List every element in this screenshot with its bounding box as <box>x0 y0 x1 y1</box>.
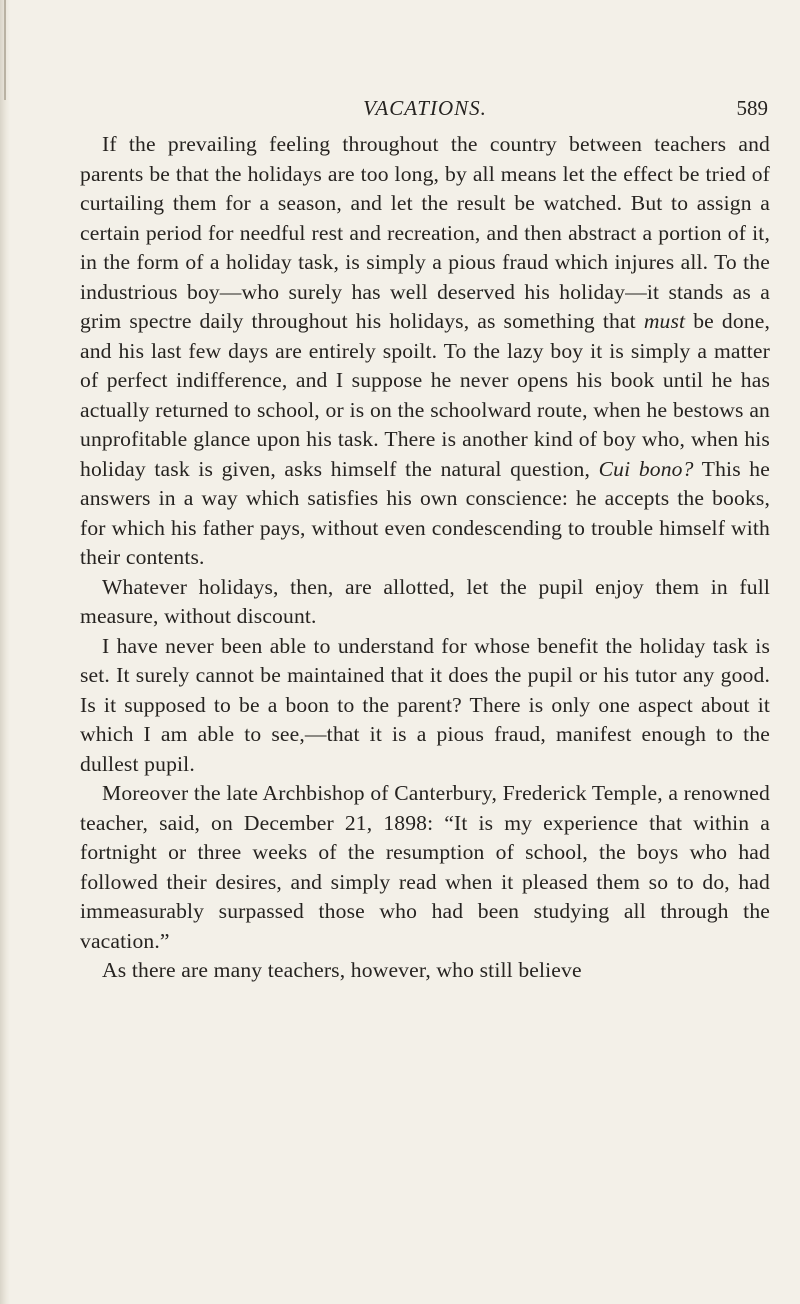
book-page <box>80 96 770 986</box>
emphasis-must: must <box>643 309 686 333</box>
running-head <box>80 96 770 130</box>
paragraph-many-teachers: As there are many teachers, however, who still believe <box>102 958 582 982</box>
binding-shadow-line <box>4 0 6 100</box>
paragraph-holiday-task <box>80 130 770 573</box>
page-number: 589 <box>736 96 768 120</box>
body-text <box>80 130 770 986</box>
page-binding-edge <box>0 0 10 1304</box>
paragraph-never-understood: I have never been able to understand for whose benefit the holiday task is set. It surely cannot be maintained that it does the pupil or his tutor any good. Is it supposed to be a boon to the parent? There is only one aspect about it which I am able to see,—that it is a pious fraud, manifest enough to the dullest pupil. <box>80 633 770 776</box>
paragraph-text: be done, and his last few days are entirely spoilt. To the lazy boy it is simply a matter of perfect indifference, and I suppose he never opens his book until he has actually returned to school, or is on the schoolward route, when he bestows an unprofitable glance upon his task. There is another kind of boy who, when his holiday task is given, asks himself the natural question, <box>80 309 770 481</box>
paragraph-whatever-holidays: Whatever holidays, then, are allotted, let the pupil enjoy them in full measure, without discount. <box>80 574 770 628</box>
paragraph-archbishop-quote: Moreover the late Archbishop of Canterbury, Frederick Temple, a renowned teacher, said, on December 21, 1898: “It is my experience that within a fortnight or three weeks of the resumption of school, the boys who had followed their desires, and simply read when it pleased them so to do, had immeasurably surpassed those who had been studying all through the vacation.” <box>80 781 770 953</box>
paragraph-text: If the prevailing feeling throughout the country between teachers and parents be that the holidays are too long, by all means let the effect be tried of curtailing them for a season, and let the result be watched. But to assign a certain period for needful rest and recreation, and then abstract a portion of it, in the form of a holiday task, is simply a pious fraud which injures all. To the industrious boy—who surely has well deserved his holiday—it stands as a grim spectre daily throughout his holidays, as something that <box>80 132 770 333</box>
running-head-title: VACATIONS. <box>363 96 487 120</box>
paragraph-text: This he answers in a way which satisfies his own conscience: he accepts the books, for which his father pays, without even condescending to trouble himself with their contents. <box>80 456 770 569</box>
emphasis-cui-bono: Cui bono? <box>598 456 694 481</box>
